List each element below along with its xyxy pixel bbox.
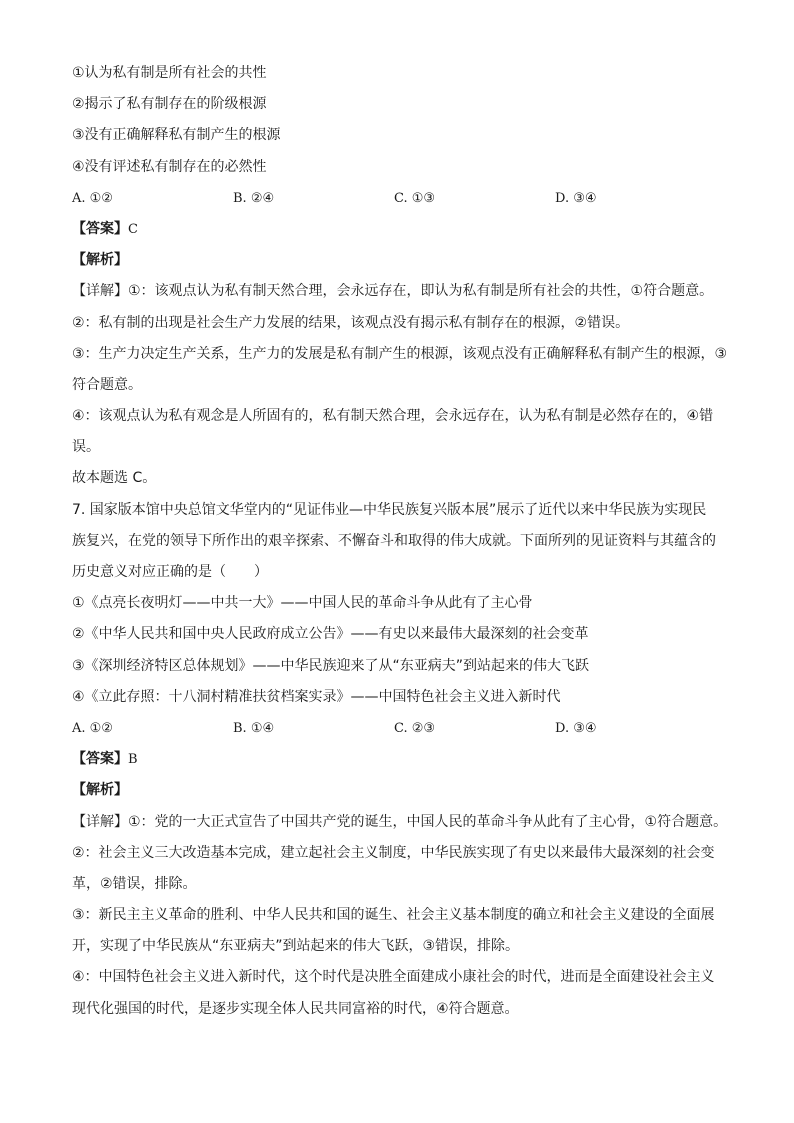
q7-option-d: D. ③④ — [555, 720, 597, 736]
q7-answer-value: B — [128, 752, 138, 768]
q7-answer-label: 【答案】 — [72, 751, 128, 768]
q7-detail-line-4: ③：新民主主义革命的胜利、中华人民共和国的诞生、社会主义基本制度的确立和社会主义建设的全面展 — [72, 907, 715, 924]
q7-detail-line-5: 开，实现了中华民族从“东亚病夫”到站起来的伟大飞跃，③错误，排除。 — [72, 938, 520, 955]
q6-detail-text-1: ①：该观点认为私有制天然合理，会永远存在，即认为私有制是所有社会的共性，①符合题意。 — [128, 283, 714, 300]
q7-statement-2: ②《中华人民共和国中央人民政府成立公告》——有史以来最伟大最深刻的社会变革 — [72, 626, 589, 643]
q7-detail-line-2: ②：社会主义三大改造基本完成，建立起社会主义制度，中华民族实现了有史以来最伟大最深刻的社会变 — [72, 844, 715, 861]
q7-detail-text-1: ①：党的一大正式宣告了中国共产党的诞生，中国人民的革命斗争从此有了主心骨，①符合题意。 — [128, 813, 728, 830]
q7-stem-line-1: 7. 国家版本馆中央总馆文华堂内的“见证伟业—中华民族复兴版本展”展示了近代以来中华民族为实现民 — [72, 501, 707, 518]
q7-option-b: B. ①④ — [233, 720, 275, 736]
q6-answer-value: C — [128, 221, 138, 237]
q6-answer-label: 【答案】 — [72, 220, 128, 237]
q6-analysis-heading — [72, 245, 724, 276]
q7-detail-label: 【详解】 — [72, 813, 128, 830]
q7-stem-line-2: 族复兴，在党的领导下所作出的艰辛探索、不懈奋斗和取得的伟大成就。下面所列的见证资料与其蕴含的 — [72, 532, 716, 549]
q6-detail-label: 【详解】 — [72, 283, 128, 300]
q6-options — [72, 183, 724, 214]
q6-analysis-label: 【解析】 — [72, 252, 128, 269]
q6-detail-line-6: 误。 — [72, 439, 100, 456]
document-page — [72, 58, 728, 1025]
q7-answer — [72, 744, 724, 775]
q6-detail-line-2: ②：私有制的出现是社会生产力发展的结果，该观点没有揭示私有制存在的根源，②错误。 — [72, 314, 630, 331]
q7-statement-4: ④《立此存照：十八洞村精准扶贫档案实录》——中国特色社会主义进入新时代 — [72, 688, 561, 705]
q6-conclusion: 故本题选 C。 — [72, 470, 157, 487]
q6-detail-line-1 — [72, 276, 724, 307]
q7-detail-line-7: 现代化强国的时代，是逐步实现全体人民共同富裕的时代，④符合题意。 — [72, 1000, 519, 1017]
q6-statement-3: ③没有正确解释私有制产生的根源 — [72, 127, 281, 144]
q6-statement-4: ④没有评述私有制存在的必然性 — [72, 158, 267, 175]
q6-option-a: A. ①② — [72, 190, 113, 206]
q6-option-b: B. ②④ — [233, 190, 275, 206]
q6-statement-1: ①认为私有制是所有社会的共性 — [72, 65, 267, 81]
q7-analysis-label: 【解析】 — [72, 782, 128, 799]
q7-detail-line-1 — [72, 807, 728, 838]
q7-statement-1: ①《点亮长夜明灯——中共一大》——中国人民的革命斗争从此有了主心骨 — [72, 595, 533, 612]
q6-detail-line-3: ③：生产力决定生产关系，生产力的发展是私有制产生的根源，该观点没有正确解释私有制产生的根源，③ — [72, 345, 728, 362]
q7-option-c: C. ②③ — [394, 720, 436, 736]
q6-statement-2: ②揭示了私有制存在的阶级根源 — [72, 96, 267, 113]
q7-options — [72, 713, 724, 744]
q7-detail-line-3: 革，②错误，排除。 — [72, 875, 197, 892]
q6-option-c: C. ①③ — [394, 190, 436, 206]
q7-statement-3: ③《深圳经济特区总体规划》——中华民族迎来了从“东亚病夫”到站起来的伟大飞跃 — [72, 657, 590, 674]
q7-analysis-heading — [72, 775, 724, 806]
q6-answer — [72, 214, 724, 245]
q6-option-d: D. ③④ — [555, 190, 597, 206]
q7-option-a: A. ①② — [72, 720, 113, 736]
q7-detail-line-6: ④：中国特色社会主义进入新时代，这个时代是决胜全面建成小康社会的时代，进而是全面建设社会主义 — [72, 969, 715, 986]
q6-detail-line-5: ④：该观点认为私有观念是人所固有的，私有制天然合理，会永远存在，认为私有制是必然存在的，④错 — [72, 408, 714, 425]
q7-stem-line-3: 历史意义对应正确的是（ ） — [72, 564, 268, 580]
q6-detail-line-4: 符合题意。 — [72, 376, 142, 393]
